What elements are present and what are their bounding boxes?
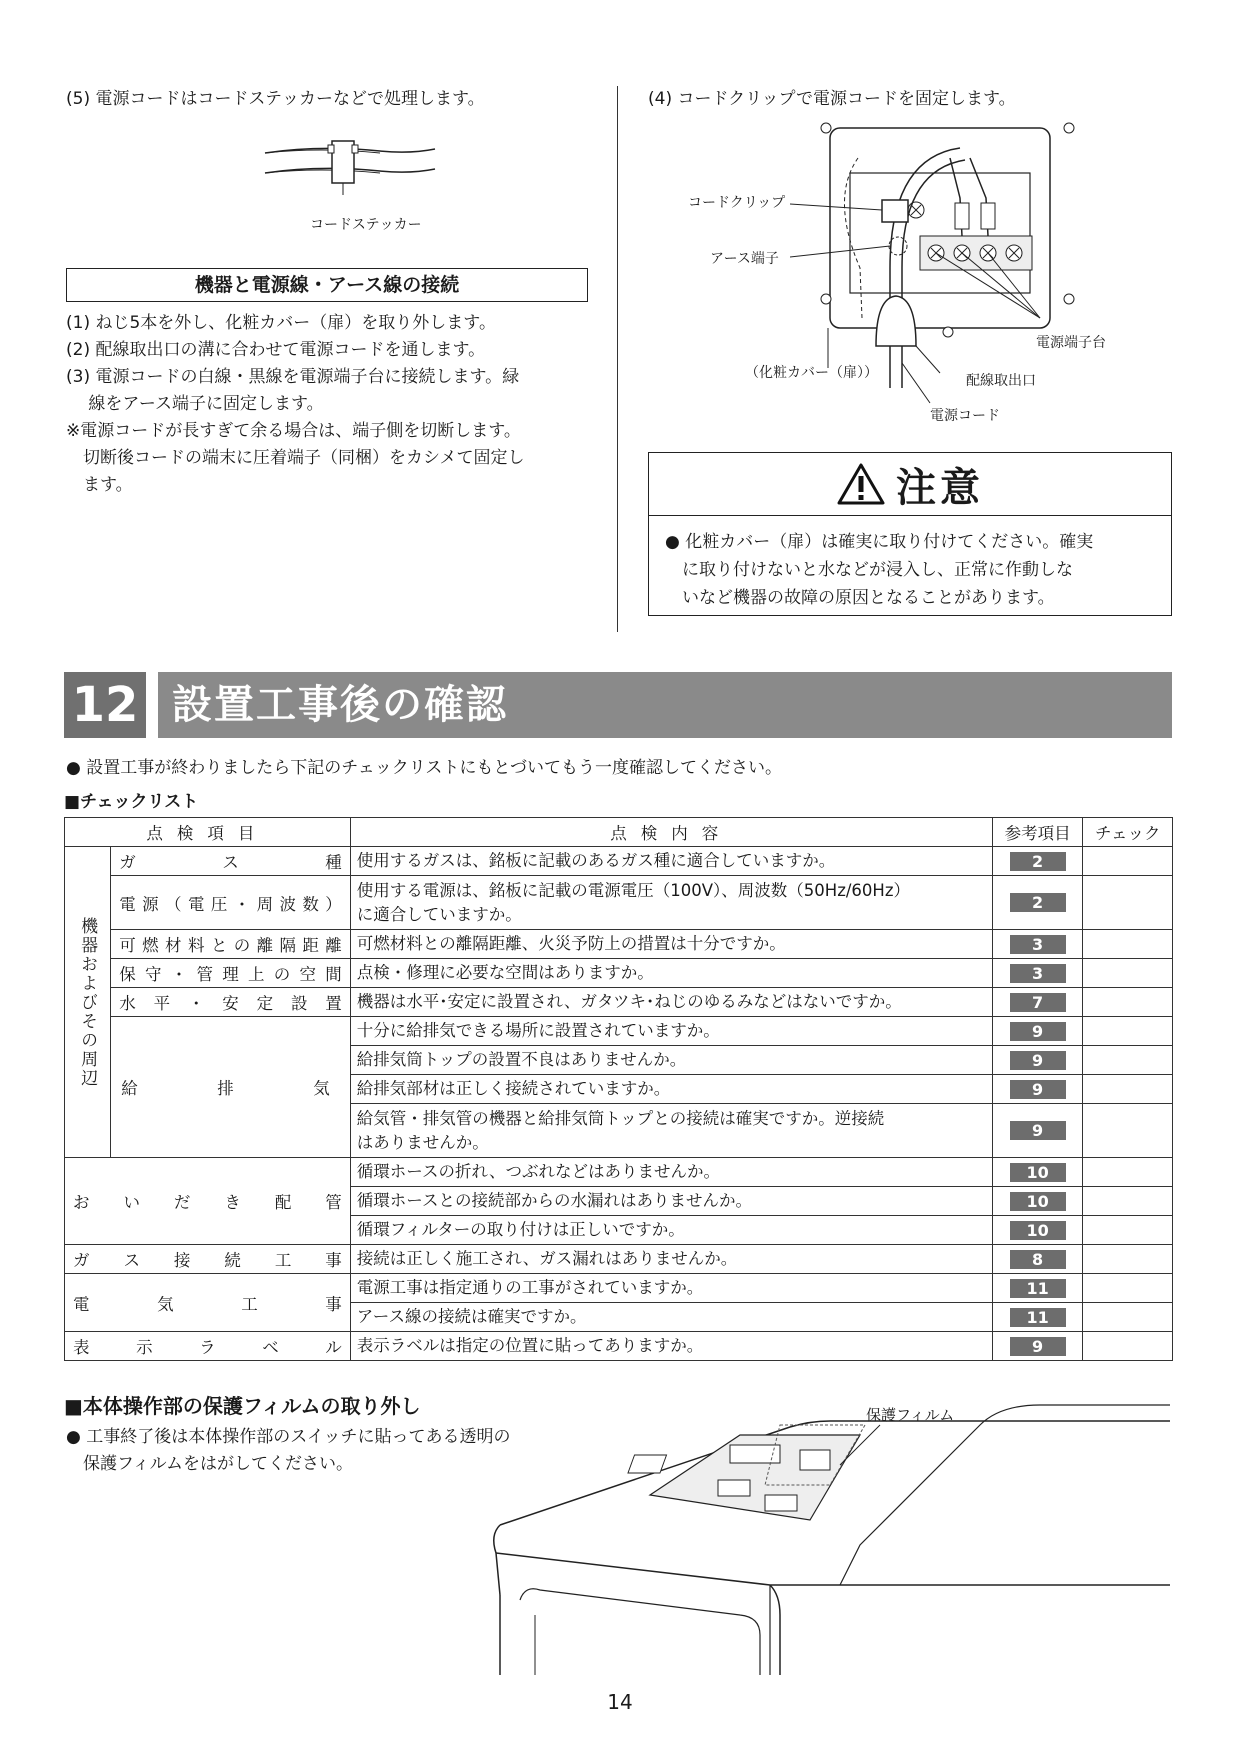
header-check: チェック [1083, 818, 1173, 847]
section-12-header [64, 672, 1172, 738]
ref-badge: 10 [1010, 1192, 1066, 1211]
content-cell: 接続は正しく施工され、ガス漏れはありませんか。 [350, 1245, 992, 1274]
terminal-block-label: 電源端子台 [1036, 335, 1106, 351]
step4-text: (4) コードクリップで電源コードを固定します。 [648, 89, 1016, 109]
connection-line: 線をアース端子に固定します。 [66, 394, 324, 414]
item-cell: 表示ラベル [65, 1332, 351, 1361]
content-cell: 循環フィルターの取り付けは正しいですか。 [350, 1216, 992, 1245]
header-item: 点検項目 [65, 818, 351, 847]
content-cell: 電源工事は指定通りの工事がされていますか。 [350, 1274, 992, 1303]
caution-line: ● 化粧カバー（扉）は確実に取り付けてください。確実 [665, 532, 1094, 552]
caution-title: 注意 [896, 464, 984, 511]
content-line: 使用する電源は、銘板に記載の電源電圧（100V）、周波数（50Hz/60Hz） [356, 880, 910, 900]
caution-body [649, 516, 1171, 622]
caution-line: いなど機器の故障の原因となることがあります。 [665, 588, 1055, 608]
connection-section-title: 機器と電源線・アース線の接続 [66, 268, 588, 302]
table-row [65, 1017, 1173, 1046]
table-row [65, 988, 1173, 1017]
ref-badge: 9 [1010, 1080, 1066, 1099]
content-cell: アース線の接続は確実ですか。 [350, 1303, 992, 1332]
item-cell: 電気工事 [65, 1274, 351, 1332]
content-cell: 循環ホースとの接続部からの水漏れはありませんか。 [350, 1187, 992, 1216]
ref-badge: 9 [1010, 1121, 1066, 1140]
ref-badge: 11 [1010, 1279, 1066, 1298]
item-cell: ガス種 [111, 847, 351, 876]
ref-badge: 9 [1010, 1051, 1066, 1070]
content-cell: 表示ラベルは指定の位置に貼ってありますか。 [350, 1332, 992, 1361]
header-content: 点検内容 [350, 818, 992, 847]
check-cell[interactable] [1083, 1332, 1173, 1361]
step5-text: (5) 電源コードはコードステッカーなどで処理します。 [66, 89, 485, 109]
check-cell[interactable] [1083, 1104, 1173, 1158]
ref-badge: 7 [1010, 993, 1066, 1012]
check-cell[interactable] [1083, 1046, 1173, 1075]
table-row [65, 930, 1173, 959]
check-cell[interactable] [1083, 959, 1173, 988]
check-cell[interactable] [1083, 1017, 1173, 1046]
check-cell[interactable] [1083, 876, 1173, 930]
table-row [65, 1332, 1173, 1361]
caution-box [648, 452, 1172, 616]
connection-line: ※電源コードが長すぎて余る場合は、端子側を切断します。 [66, 421, 521, 441]
film-line: 保護フィルムをはがしてください。 [66, 1454, 353, 1474]
ref-badge: 9 [1010, 1337, 1066, 1356]
check-cell[interactable] [1083, 1274, 1173, 1303]
check-cell[interactable] [1083, 1075, 1173, 1104]
table-row [65, 1274, 1173, 1303]
group-label: 機器およびその周辺 [77, 916, 98, 1088]
ref-badge: 10 [1010, 1163, 1066, 1182]
item-cell: 給排気 [111, 1017, 351, 1158]
table-row [65, 876, 1173, 930]
content-line: に適合していますか。 [356, 904, 522, 924]
film-callout-label: 保護フィルム [866, 1406, 955, 1424]
table-header-row [65, 818, 1173, 847]
ref-badge: 10 [1010, 1221, 1066, 1240]
content-cell: 十分に給排気できる場所に設置されていますか。 [350, 1017, 992, 1046]
connection-line: (2) 配線取出口の溝に合わせて電源コードを通します。 [66, 340, 486, 360]
unit-illustration [480, 1385, 1170, 1675]
ref-badge: 3 [1010, 964, 1066, 983]
section-title: 設置工事後の確認 [158, 672, 1172, 738]
wiring-outlet-label: 配線取出口 [966, 373, 1036, 389]
check-cell[interactable] [1083, 1158, 1173, 1187]
check-cell[interactable] [1083, 847, 1173, 876]
cord-sticker-illustration [260, 135, 440, 195]
content-cell [350, 876, 992, 930]
film-line: ● 工事終了後は本体操作部のスイッチに貼ってある透明の [66, 1427, 511, 1447]
connection-line: (1) ねじ5本を外し、化粧カバー（扉）を取り外します。 [66, 313, 496, 333]
ref-badge: 2 [1010, 893, 1066, 912]
table-row [65, 1158, 1173, 1187]
power-cord-label: 電源コード [930, 408, 1000, 424]
content-cell [350, 1104, 992, 1158]
table-row [65, 959, 1173, 988]
film-instructions [66, 1424, 511, 1478]
page-number: 14 [607, 1690, 633, 1714]
check-cell[interactable] [1083, 1187, 1173, 1216]
item-cell: 可燃材料との離隔距離 [111, 930, 351, 959]
connection-instructions [66, 310, 525, 499]
warning-icon [836, 462, 886, 506]
caution-header [649, 453, 1171, 516]
column-divider [617, 86, 618, 632]
ref-badge: 9 [1010, 1022, 1066, 1041]
cover-label: （化粧カバー（扉）） [745, 365, 878, 381]
ref-badge: 8 [1010, 1250, 1066, 1269]
header-ref: 参考項目 [992, 818, 1083, 847]
connection-line: 切断後コードの端末に圧着端子（同梱）をカシメて固定し [66, 448, 525, 468]
connection-line: ます。 [66, 475, 133, 495]
item-cell: 電源（電圧・周波数） [111, 876, 351, 930]
cord-sticker-label: コードステッカー [310, 217, 422, 233]
check-cell[interactable] [1083, 1216, 1173, 1245]
item-cell: 水平・安定設置 [111, 988, 351, 1017]
film-heading: ■本体操作部の保護フィルムの取り外し [64, 1394, 421, 1418]
content-cell: 循環ホースの折れ、つぶれなどはありませんか。 [350, 1158, 992, 1187]
ref-badge: 2 [1010, 852, 1066, 871]
check-cell[interactable] [1083, 988, 1173, 1017]
section-intro: ● 設置工事が終わりましたら下記のチェックリストにもとづいてもう一度確認してください。 [66, 758, 783, 778]
checklist-table [64, 817, 1173, 1361]
group-label-cell [65, 847, 111, 1158]
content-cell: 給排気筒トップの設置不良はありませんか。 [350, 1046, 992, 1075]
earth-terminal-label: アース端子 [710, 251, 779, 267]
check-cell[interactable] [1083, 1303, 1173, 1332]
content-cell: 機器は水平･安定に設置され、ガタツキ･ねじのゆるみなどはないですか。 [350, 988, 992, 1017]
table-row [65, 1245, 1173, 1274]
checklist-heading: ■チェックリスト [64, 792, 199, 812]
content-cell: 点検・修理に必要な空間はありますか。 [350, 959, 992, 988]
item-cell: 保守・管理上の空間 [111, 959, 351, 988]
content-line: はありませんか。 [356, 1132, 489, 1152]
ref-badge: 3 [1010, 935, 1066, 954]
cord-clip-label: コードクリップ [688, 195, 786, 211]
table-row [65, 847, 1173, 876]
content-cell: 可燃材料との離隔距離、火災予防上の措置は十分ですか。 [350, 930, 992, 959]
check-cell[interactable] [1083, 1245, 1173, 1274]
caution-line: に取り付けないと水などが浸入し、正常に作動しな [665, 560, 1073, 580]
item-cell: ガス接続工事 [65, 1245, 351, 1274]
section-number: 12 [64, 672, 146, 738]
connection-line: (3) 電源コードの白線・黒線を電源端子台に接続します。緑 [66, 367, 520, 387]
ref-badge: 11 [1010, 1308, 1066, 1327]
content-line: 給気管・排気管の機器と給排気筒トップとの接続は確実ですか。逆接続 [356, 1108, 885, 1128]
item-cell: おいだき配管 [65, 1158, 351, 1245]
check-cell[interactable] [1083, 930, 1173, 959]
content-cell: 給排気部材は正しく接続されていますか。 [350, 1075, 992, 1104]
content-cell: 使用するガスは、銘板に記載のあるガス種に適合していますか。 [350, 847, 992, 876]
